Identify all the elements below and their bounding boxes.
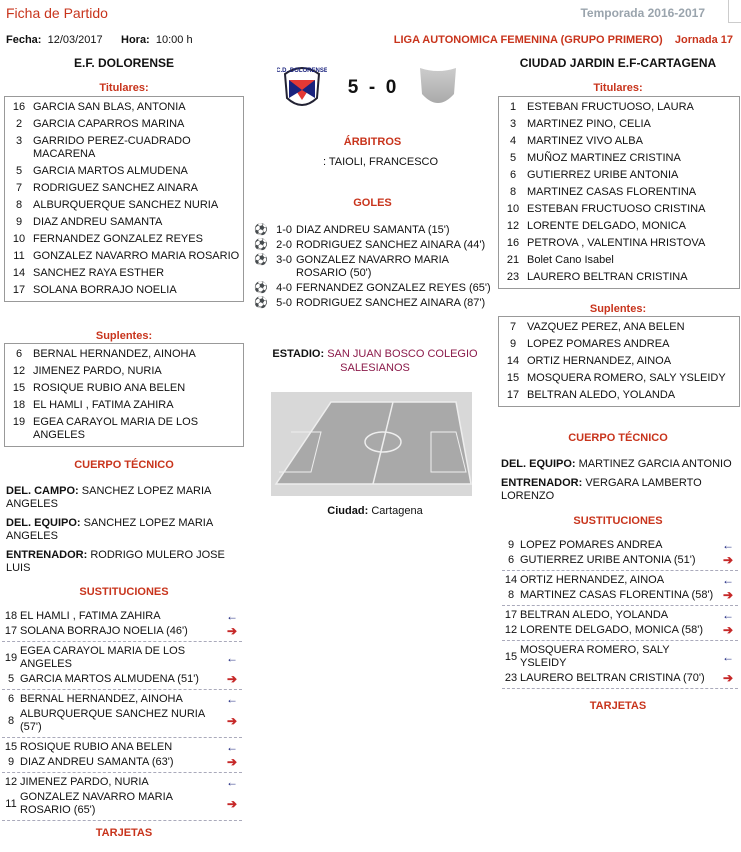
page-corner [728,0,741,23]
player-name: MARTINEZ CASAS FLORENTINA [527,186,697,198]
away-suplentes-label: Suplentes: [589,303,647,315]
staff-role: ENTRENADOR: [6,549,88,561]
player-name: MOSQUERA ROMERO, SALY YSLEIDY [520,644,670,669]
arrow-left-icon: ← [226,650,238,665]
player-name: GARRIDO PEREZ-CUADRADO MACARENA [33,135,191,160]
player-row[interactable] [499,218,739,235]
player-name: ROSIQUE RUBIO ANA BELEN [33,382,186,394]
player-number: 6 [15,348,23,360]
player-row[interactable] [5,363,243,380]
staff-role: DEL. EQUIPO: [6,517,81,529]
player-number: 4 [509,135,517,147]
player-number: 6 [509,169,517,181]
player-number: 17 [506,389,520,401]
player-number: 18 [12,399,26,411]
player-number: 17 [504,609,518,621]
player-name: RODRIGUEZ SANCHEZ AINARA [33,182,199,194]
goal-scorer: DIAZ ANDREU SAMANTA (15') [296,224,450,236]
time-label: Hora: [121,34,150,46]
home-subs [2,607,242,821]
player-name: Bolet Cano Isabel [527,254,614,266]
player-row[interactable] [5,133,243,163]
player-number: 3 [15,135,23,147]
goal-scorer: GONZALEZ NAVARRO MARIA ROSARIO (50') [296,254,449,279]
goal-row [254,253,496,281]
player-name: BERNAL HERNANDEZ, AINOHA [20,693,183,705]
player-name: ESTEBAN FRUCTUOSO, LAURA [527,101,694,113]
player-number: 18 [4,610,18,622]
round: Jornada 17 [674,34,733,46]
player-row[interactable] [499,235,739,252]
player-in-row [2,609,242,624]
away-titulares-label: Titulares: [593,82,643,94]
player-row[interactable] [5,180,243,197]
home-suplentes-list [4,343,244,447]
player-name: MOSQUERA ROMERO, SALY YSLEIDY [527,372,726,384]
player-name: FERNANDEZ GONZALEZ REYES [33,233,203,245]
player-number: 9 [509,338,517,350]
goal-row [254,281,496,296]
player-row[interactable] [499,252,739,269]
player-number: 11 [13,250,25,262]
goal-row [254,238,496,253]
date-label: Fecha: [6,34,42,46]
goal-score: 4-0 [276,282,292,294]
arrow-right-icon: ➔ [722,553,734,567]
player-name: VAZQUEZ PEREZ, ANA BELEN [527,321,685,333]
staff-role: ENTRENADOR: [501,477,583,489]
player-number: 17 [4,625,18,637]
referee: : TAIOLI, FRANCESCO [322,156,439,168]
player-number: 8 [7,714,15,727]
player-name: ROSIQUE RUBIO ANA BELEN [20,741,173,753]
staff-row [6,485,242,511]
home-suplentes-label: Suplentes: [95,330,153,342]
player-number: 8 [509,186,517,198]
match-datetime [6,34,193,46]
arrow-right-icon: ➔ [722,623,734,637]
player-number: 19 [4,651,18,664]
player-name: GUTIERREZ URIBE ANTONIA (51') [520,554,696,566]
player-number: 12 [504,624,518,636]
player-name: DIAZ ANDREU SAMANTA (63') [20,756,174,768]
arrow-right-icon: ➔ [226,755,238,769]
player-number: 2 [15,118,23,130]
goals-label: GOLES [353,197,392,209]
player-name: ORTIZ HERNANDEZ, AINOA [520,574,665,586]
player-row[interactable] [499,99,739,116]
player-row[interactable] [5,99,243,116]
arrow-right-icon: ➔ [226,624,238,638]
player-row[interactable] [499,336,739,353]
player-in-row [2,692,242,707]
player-name: ORTIZ HERNANDEZ, AINOA [527,355,672,367]
player-name: GARCIA MARTOS ALMUDENA [33,165,188,177]
arrow-left-icon: ← [226,609,238,623]
stadium-image [271,392,472,496]
player-number: 23 [506,271,520,283]
player-row[interactable] [499,150,739,167]
player-number: 9 [15,216,23,228]
arrow-right-icon: ➔ [722,588,734,602]
goal-scorer: RODRIGUEZ SANCHEZ AINARA (87') [296,297,486,309]
referees-label: ÁRBITROS [343,136,402,148]
player-number: 14 [12,267,26,279]
goal-score: 5-0 [276,297,292,309]
player-in-row [502,538,738,553]
page-title: Ficha de Partido [6,5,108,21]
away-suplentes-list [498,316,740,407]
home-team-logo [277,60,327,112]
city-name: Cartagena [371,505,423,517]
arrow-left-icon: ← [226,740,238,754]
player-out-row [2,755,242,770]
competition [394,34,733,46]
player-out-row [2,672,242,687]
goal-scorer: FERNANDEZ GONZALEZ REYES (65') [296,282,491,294]
score [340,77,404,99]
player-name: GARCIA CAPARROS MARINA [33,118,185,130]
substitution [2,642,242,690]
player-number: 8 [15,199,23,211]
player-number: 15 [4,741,18,753]
player-number: 17 [12,284,26,296]
player-name: JIMENEZ PARDO, NURIA [33,365,162,377]
away-score: 0 [385,77,397,98]
player-name: SOLANA BORRAJO NOELIA [33,284,177,296]
player-row[interactable] [499,201,739,218]
soccer-ball-icon: ⚽ [254,297,268,309]
home-score: 5 [347,77,359,98]
player-row[interactable] [5,380,243,397]
away-team-name: CIUDAD JARDIN E.F-CARTAGENA [519,56,717,70]
stadium-name[interactable]: SAN JUAN BOSCO COLEGIO SALESIANOS [327,348,478,374]
arrow-left-icon: ← [722,649,734,664]
player-number: 16 [506,237,520,249]
player-name: EGEA CARAYOL MARIA DE LOS ANGELES [33,416,199,441]
arrow-left-icon: ← [722,538,734,552]
away-cards-label: TARJETAS [589,700,647,712]
player-row[interactable] [499,370,739,387]
player-name: GONZALEZ NAVARRO MARIA ROSARIO (65') [20,791,173,816]
away-subs-label: SUSTITUCIONES [573,515,663,527]
player-number: 5 [15,165,23,177]
staff-name: VERGARA LAMBERTO LORENZO [501,477,702,502]
home-subs-label: SUSTITUCIONES [79,586,169,598]
away-staff [501,458,737,509]
staff-name: MARTINEZ GARCIA ANTONIO [578,458,732,470]
arrow-right-icon: ➔ [226,713,238,728]
player-number: 12 [12,365,26,377]
player-number: 3 [509,118,517,130]
staff-row [501,477,737,503]
staff-role: DEL. EQUIPO: [501,458,576,470]
stadium [262,347,488,375]
player-in-row [2,740,242,755]
score-sep: - [368,77,376,98]
staff-row [6,517,242,543]
date-value: 12/03/2017 [47,34,103,46]
away-subs [502,536,738,689]
player-row[interactable] [5,265,243,282]
soccer-ball-icon: ⚽ [254,282,268,294]
player-row[interactable] [5,116,243,133]
soccer-ball-icon: ⚽ [254,224,268,236]
player-number: 6 [7,693,15,705]
home-titulares-label: Titulares: [99,82,149,94]
player-number: 11 [5,797,17,810]
player-row[interactable] [499,184,739,201]
player-row[interactable] [5,397,243,414]
staff-name: SANCHEZ LOPEZ MARIA ANGELES [6,517,213,542]
goals-list [254,223,496,311]
player-row[interactable] [499,116,739,133]
player-name: LOPEZ POMARES ANDREA [520,539,663,551]
player-out-row [2,790,242,818]
player-in-row [502,573,738,588]
staff-row [501,458,737,471]
player-row[interactable] [5,163,243,180]
city [262,505,488,517]
staff-role: DEL. CAMPO: [6,485,79,497]
player-out-row [502,671,738,686]
goal-scorer: RODRIGUEZ SANCHEZ AINARA (44') [296,239,486,251]
player-name: MARTINEZ PINO, CELIA [527,118,651,130]
player-name: LORENTE DELGADO, MONICA (58') [520,624,704,636]
player-name: MUÑOZ MARTINEZ CRISTINA [527,152,681,164]
player-row[interactable] [499,269,739,286]
competition-name: LIGA AUTONOMICA FEMENINA (GRUPO PRIMERO) [393,34,663,46]
player-name: SOLANA BORRAJO NOELIA (46') [20,625,188,637]
player-number: 8 [507,589,515,601]
player-number: 14 [506,355,520,367]
player-row[interactable] [499,319,739,336]
substitution [502,536,738,571]
soccer-ball-icon: ⚽ [254,239,268,251]
home-cards-label: TARJETAS [95,827,153,839]
player-number: 10 [506,203,520,215]
player-out-row [502,553,738,568]
player-row[interactable] [5,231,243,248]
player-row[interactable] [5,197,243,214]
away-team-logo [414,62,462,112]
player-name: JIMENEZ PARDO, NURIA [20,776,149,788]
player-row[interactable] [5,282,243,299]
staff-name: RODRIGO MULERO JOSE LUIS [6,549,225,574]
home-team-name: E.F. DOLORENSE [73,56,174,70]
player-number: 12 [4,776,18,788]
arrow-left-icon: ← [226,692,238,706]
player-row[interactable] [499,353,739,370]
player-number: 10 [12,233,26,245]
player-row[interactable] [5,248,243,265]
player-in-row [502,608,738,623]
city-label: Ciudad: [327,505,369,517]
player-number: 15 [12,382,26,394]
player-number: 7 [509,321,517,333]
player-name: LAURERO BELTRAN CRISTINA (70') [520,672,705,684]
season-label: Temporada 2016-2017 [580,6,705,20]
substitution [2,690,242,738]
player-number: 9 [7,756,15,768]
player-name: GARCIA MARTOS ALMUDENA (51') [20,673,199,685]
soccer-ball-icon: ⚽ [254,254,268,266]
player-out-row [502,623,738,638]
away-titulares-list [498,96,740,289]
player-number: 5 [7,673,15,685]
player-name: ESTEBAN FRUCTUOSO CRISTINA [527,203,706,215]
arrow-left-icon: ← [722,573,734,587]
player-number: 7 [15,182,23,194]
player-row[interactable] [5,346,243,363]
player-out-row [2,707,242,735]
arrow-left-icon: ← [722,608,734,622]
player-in-row [2,775,242,790]
player-name: SANCHEZ RAYA ESTHER [33,267,165,279]
player-number: 14 [504,574,518,586]
player-name: EGEA CARAYOL MARIA DE LOS ANGELES [20,645,186,670]
player-in-row [2,644,242,672]
player-number: 9 [507,539,515,551]
player-name: LAURERO BELTRAN CRISTINA [527,271,688,283]
goal-score: 2-0 [276,239,292,251]
home-titulares-list [4,96,244,302]
staff-name: SANCHEZ LOPEZ MARIA ANGELES [6,485,211,510]
player-number: 21 [506,254,520,266]
player-number: 19 [12,416,26,428]
player-number: 16 [12,101,26,113]
goal-score: 1-0 [276,224,292,236]
player-number: 15 [506,372,520,384]
player-number: 1 [509,101,517,113]
home-staff [6,485,242,581]
arrow-right-icon: ➔ [226,796,238,811]
player-name: LOPEZ POMARES ANDREA [527,338,670,350]
player-name: GARCIA SAN BLAS, ANTONIA [33,101,186,113]
player-number: 15 [504,650,518,663]
player-name: BERNAL HERNANDEZ, AINOHA [33,348,196,360]
substitution [502,606,738,641]
player-name: BELTRAN ALEDO, YOLANDA [520,609,669,621]
player-name: LORENTE DELGADO, MONICA [527,220,686,232]
player-name: DIAZ ANDREU SAMANTA [33,216,163,228]
player-name: GONZALEZ NAVARRO MARIA ROSARIO [33,250,240,262]
substitution [502,641,738,689]
player-name: MARTINEZ VIVO ALBA [527,135,643,147]
player-row[interactable] [5,414,243,444]
arrow-right-icon: ➔ [722,671,734,685]
goal-row [254,223,496,238]
player-out-row [2,624,242,639]
player-name: GUTIERREZ URIBE ANTONIA [527,169,679,181]
player-row[interactable] [499,133,739,150]
player-name: PETROVA , VALENTINA HRISTOVA [527,237,706,249]
player-name: MARTINEZ CASAS FLORENTINA (58') [520,589,714,601]
player-name: BELTRAN ALEDO, YOLANDA [527,389,676,401]
player-out-row [502,588,738,603]
goal-row [254,296,496,311]
stadium-label: ESTADIO: [272,348,325,360]
home-staff-label: CUERPO TÉCNICO [74,459,174,471]
arrow-right-icon: ➔ [226,672,238,686]
player-number: 12 [506,220,520,232]
staff-row [6,549,242,575]
player-row[interactable] [499,167,739,184]
time-value: 10:00 h [155,34,193,46]
player-number: 6 [507,554,515,566]
player-row[interactable] [499,387,739,404]
away-staff-label: CUERPO TÉCNICO [568,432,668,444]
svg-text:C.D. DOLORENSE: C.D. DOLORENSE [277,68,327,74]
goal-score: 3-0 [276,254,292,266]
player-number: 5 [509,152,517,164]
substitution [2,738,242,773]
player-name: EL HAMLI , FATIMA ZAHIRA [33,399,174,411]
arrow-left-icon: ← [226,775,238,789]
player-in-row [502,643,738,671]
player-name: EL HAMLI , FATIMA ZAHIRA [20,610,161,622]
player-name: ALBURQUERQUE SANCHEZ NURIA (57') [20,708,205,733]
substitution [2,607,242,642]
substitution [502,571,738,606]
player-name: ALBURQUERQUE SANCHEZ NURIA [33,199,219,211]
player-number: 23 [504,672,518,684]
player-row[interactable] [5,214,243,231]
substitution [2,773,242,821]
